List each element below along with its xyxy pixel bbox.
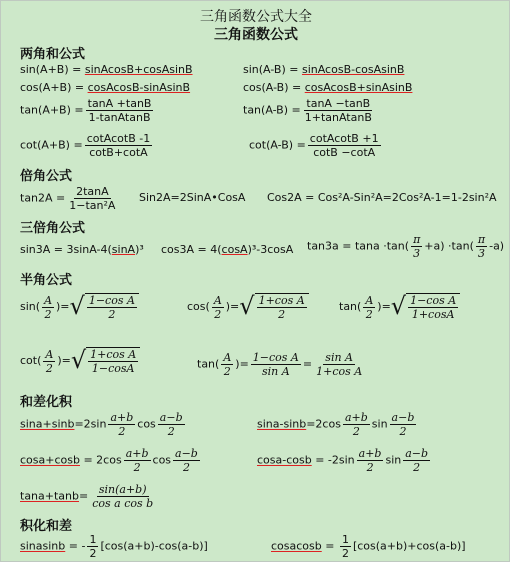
formula-sinasinb: sinasinb = - $\frac{1}{2}$ [cos(a+b)-cos(a-b)] — [20, 533, 208, 560]
formula-tan2a: tan2A = $\frac{2\tan A}{\text{1−tan²A}}$ — [20, 185, 116, 212]
formula-sin-sum: sin(A+B) = sinAcosB+cosAsinB — [20, 63, 193, 76]
formula-tan3a: tan3a = tana ·tan( $\frac{\pi}{3}$ +a) ·tan( $\frac{\pi}{3}$ -a) — [307, 233, 505, 260]
formula-tan-sum: tan(A+B) = $\frac{\tan A +\tan B}{\text{1-tanAtanB}}$ — [20, 97, 152, 124]
formula-sina-plus-sinb: sina+sinb=2sin $\frac{a+b}{2}$ cos $\frac{a-b}{2}$ — [20, 411, 183, 438]
formula-cosa-plus-cosb: cosa+cosb = 2cos $\frac{a+b}{2}$ cos $\frac{a-b}{2}$ — [20, 447, 198, 474]
page-title: 三角函数公式大全 — [200, 9, 312, 25]
formula-half-sin: sin( $\frac{A}{2}$ )= √ $\frac{\text{1−cos A}}{2}$ — [20, 293, 139, 321]
formula-cosa-minus-cosb: cosa-cosb = -2sin $\frac{a+b}{2}$ sin $\frac{a-b}{2}$ — [257, 447, 429, 474]
formula-cot-diff: cot(A-B) = $\frac{\text{cotAcotB +1}}{\cot B -\cot A}$ — [249, 132, 379, 159]
formula-cosacosb: cosacosb = $\frac{1}{2}$ [cos(a+b)+cos(a-b)] — [271, 533, 466, 560]
section-product-to-sum: 积化和差 — [20, 519, 73, 534]
formula-cos-sum: cos(A+B) = cosAcosB-sinAsinB — [20, 81, 191, 94]
section-triple-angle: 三倍角公式 — [20, 221, 86, 236]
formula-sin-diff: sin(A-B) = sinAcosB-cosAsinB — [243, 63, 405, 76]
formula-sina-minus-sinb: sina-sinb=2cos $\frac{a+b}{2}$ sin $\frac{a-b}{2}$ — [257, 411, 415, 438]
formula-cot-sum: cot(A+B) = $\frac{\text{cotAcotB -1}}{\cot B+\cot A}$ — [20, 132, 151, 159]
section-sum-to-product: 和差化积 — [20, 395, 73, 410]
formula-tan-diff: tan(A-B) = $\frac{\tan A -\tan B}{\text{1+tanAtanB}}$ — [243, 97, 372, 124]
formula-sin2a: Sin2A=2SinA•CosA — [139, 191, 246, 204]
formula-half-cos: cos( $\frac{A}{2}$ )= √ $\frac{\text{1+cos A}}{2}$ — [187, 293, 309, 321]
section-sum-formulas: 两角和公式 — [20, 47, 86, 62]
page-subtitle: 三角函数公式 — [214, 27, 298, 43]
section-half-angle: 半角公式 — [20, 273, 73, 288]
formula-half-tan: tan( $\frac{A}{2}$ )= √ $\frac{\text{1−cos A}}{1+\cos A}$ — [339, 293, 460, 321]
formula-cos3a: cos3A = 4(cosA)³-3cosA — [161, 243, 294, 256]
formula-tana-plus-tanb: tana+tanb= $\frac{\sin(a+b)}{\text{cos a cos b}}$ — [20, 483, 154, 510]
formula-half-cot: cot( $\frac{A}{2}$ )= √ $\frac{\text{1+cos A}}{1-\cos A}$ — [20, 347, 140, 375]
section-double-angle: 倍角公式 — [20, 169, 73, 184]
formula-half-tan-alt: tan( $\frac{A}{2}$ )= $\frac{\text{1−cos A}}{\text{sin A}}$ = $\frac{\text{sin A}}{\text{1+cos A}}$ — [197, 351, 363, 378]
formula-sin3a: sin3A = 3sinA-4(sinA)³ — [20, 243, 144, 256]
formula-cos-diff: cos(A-B) = cosAcosB+sinAsinB — [243, 81, 413, 94]
formula-cos2a: Cos2A = Cos²A-Sin²A=2Cos²A-1=1-2sin²A — [267, 191, 497, 204]
